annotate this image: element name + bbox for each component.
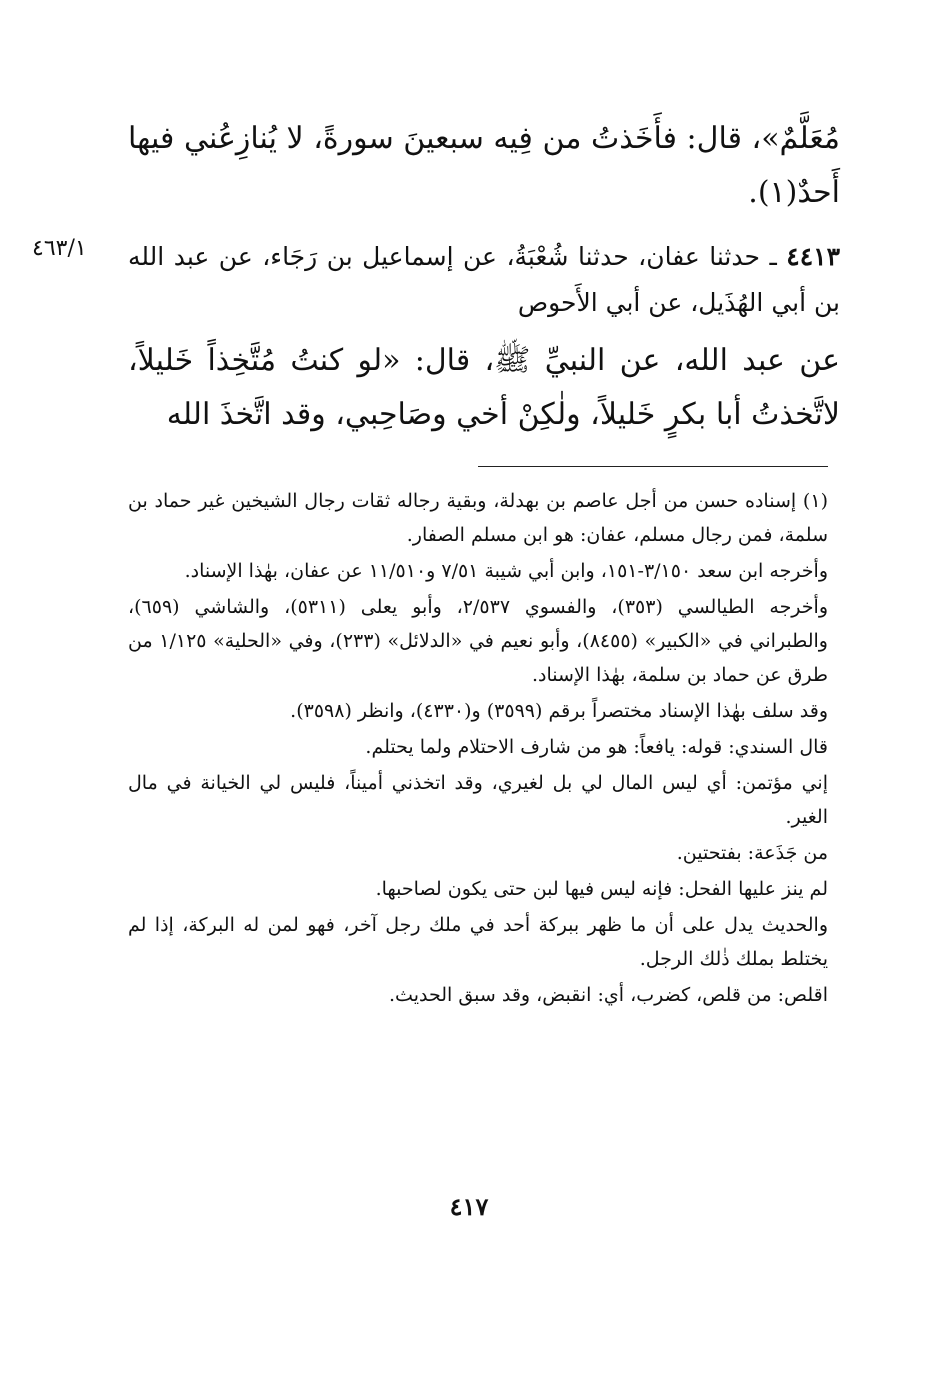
hadith-number: ٤٤١٣ — [786, 242, 840, 271]
footnote-paragraph: وأخرجه ابن سعد ٣/١٥٠-١٥١، وابن أبي شيبة ٧/٥١ و١١/٥١٠ عن عفان، بهٰذا الإسناد. — [184, 560, 828, 582]
footnote-paragraph: وأخرجه الطيالسي (٣٥٣)، والفسوي ٢/٥٣٧، وأبو يعلى (٥٣١١)، والشاشي (٦٥٩)، والطبراني في «الكبير» (٨٤٥٥)، وأبو نعيم في «الدلائل» (٢٣٣)، وفي «الحلية» ١/١٢٥ من طرق عن حماد بن سلمة، بهٰذا الإسناد. — [128, 596, 828, 686]
page-number: ٤١٧ — [449, 1192, 489, 1221]
hadith-text: عن عبد الله، عن النبيِّ ﷺ، قال: «لو كنتُ مُتَّخِذاً خَليلاً، لاتَّخذتُ أبا بكرٍ خَليلاً، ولٰكِنْ أخي وصَاحِبي، وقد اتَّخذَ الله — [128, 343, 840, 432]
continuation-paragraph: مُعَلَّمٌ»، قال: فأَخَذتُ من فِيه سبعينَ سورةً، لا يُنازِعُني فيها أَحدٌ(١). — [128, 121, 840, 210]
footnote-paragraph: وقد سلف بهٰذا الإسناد مختصراً برقم (٣٥٩٩) و(٤٣٣٠)، وانظر (٣٥٩٨). — [290, 700, 828, 722]
footnote-paragraph: قال السندي: قوله: يافعاً: هو من شارف الاحتلام ولما يحتلم. — [365, 736, 828, 758]
footnote-separator — [478, 466, 828, 467]
footnote-paragraph: من جَذَعة: بفتحتين. — [676, 842, 828, 864]
footnote-paragraph: إني مؤتمن: أي ليس المال لي بل لغيري، وقد اتخذني أميناً، فليس لي الخيانة في مال الغير. — [128, 772, 828, 828]
footnote-paragraph: لم ينز عليها الفحل: فإنه ليس فيها لبن حتى يكون لصاحبها. — [375, 878, 828, 900]
footnote-paragraph: (١) إسناده حسن من أجل عاصم بن بهدلة، وبقية رجاله ثقات رجال الشيخين غير حماد بن سلمة، فمن رجال مسلم، عفان: هو ابن مسلم الصفار. — [128, 490, 828, 546]
footnote-paragraph: اقلص: من قلص، كضرب، أي: انقبض، وقد سبق الحديث. — [389, 984, 828, 1006]
footnotes — [128, 484, 828, 1014]
marginal-reference: ٤٦٣/١ — [32, 236, 87, 261]
main-text — [128, 112, 840, 442]
hadith-chain: ـ حدثنا عفان، حدثنا شُعْبَةُ، عن إسماعيل بن رَجَاء، عن عبد الله بن أبي الهُذَيل، عن أبي الأَحوص — [128, 242, 840, 317]
footnote-paragraph: والحديث يدل على أن ما ظهر ببركة أحد في ملك رجل آخر، فهو لمن له البركة، إذا لم يختلط بملك ذٰلك الرجل. — [128, 914, 828, 970]
hadith-heading — [128, 234, 840, 326]
